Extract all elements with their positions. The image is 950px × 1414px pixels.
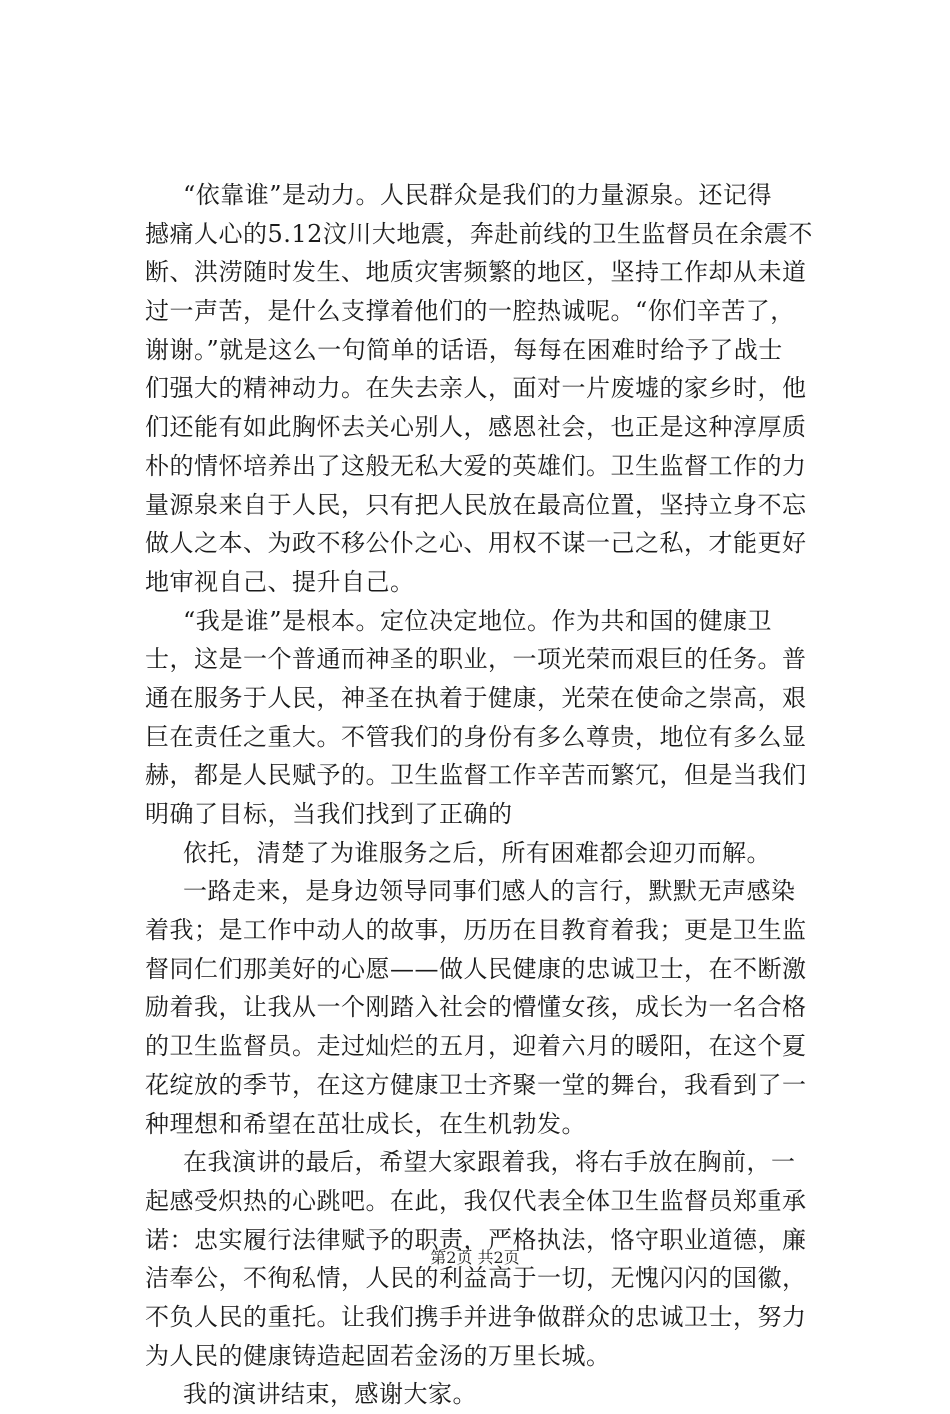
paragraph-line: 为人民的健康铸造起固若金汤的万里长城。 [145,1341,611,1370]
speech-body [145,176,825,1414]
paragraph-line: 做人之本、为政不移公仆之心、用权不谋一己之私，才能更好 [145,529,807,558]
paragraph-line: 在我演讲的最后，希望大家跟着我，将右手放在胸前，一 [183,1148,796,1177]
paragraph-line: 通在服务于人民，神圣在执着于健康，光荣在使命之崇高，艰 [145,683,807,712]
paragraph-line: 起感受炽热的心跳吧。在此，我仅代表全体卫生监督员郑重承 [145,1186,807,1215]
paragraph-line: 谢谢。”就是这么一句简单的话语，每每在困难时给予了战士 [145,335,783,364]
paragraph-line: 过一声苦，是什么支撑着他们的一腔热诚呢。“你们辛苦了， [145,297,795,326]
paragraph-line: 量源泉来自于人民，只有把人民放在最高位置，坚持立身不忘 [145,490,807,519]
paragraph-line: 撼痛人心的5.12汶川大地震，奔赴前线的卫生监督员在余震不 [145,219,813,248]
paragraph-line: 断、洪涝随时发生、地质灾害频繁的地区，坚持工作却从未道 [145,258,807,287]
paragraph-line: 们强大的精神动力。在失去亲人，面对一片废墟的家乡时，他 [145,374,807,403]
paragraph-line: 诺：忠实履行法律赋予的职责，严格执法，恪守职业道德，廉 [145,1225,807,1254]
paragraph-line: 们还能有如此胸怀去关心别人，感恩社会，也正是这种淳厚质 [145,413,807,442]
paragraph-line: 不负人民的重托。让我们携手并进争做群众的忠诚卫士，努力 [145,1302,807,1331]
paragraph-line: 巨在责任之重大。不管我们的身份有多么尊贵，地位有多么显 [145,722,807,751]
paragraph-line: 花绽放的季节，在这方健康卫士齐聚一堂的舞台，我看到了一 [145,1070,807,1099]
paragraph-line: “我是谁”是根本。定位决定地位。作为共和国的健康卫 [183,606,773,635]
paragraph-line: 督同仁们那美好的心愿——做人民健康的忠诚卫士，在不断激 [145,954,807,983]
paragraph-line: 种理想和希望在茁壮成长，在生机勃发。 [145,1109,586,1138]
paragraph-line: 赫，都是人民赋予的。卫生监督工作辛苦而繁冗，但是当我们 [145,761,807,790]
paragraph-line: 励着我，让我从一个刚踏入社会的懵懂女孩，成长为一名合格 [145,993,807,1022]
paragraph-line: “依靠谁”是动力。人民群众是我们的力量源泉。还记得 [183,181,773,209]
paragraph-line: 一路走来，是身边领导同事们感人的言行，默默无声感染 [183,877,796,906]
paragraph-line: 明确了目标，当我们找到了正确的 [145,800,513,828]
paragraph-line: 洁奉公，不徇私情，人民的利益高于一切，无愧闪闪的国徽， [145,1264,807,1293]
paragraph-line: 着我；是工作中动人的故事，历历在目教育着我；更是卫生监 [145,916,807,945]
paragraph-line: 的卫生监督员。走过灿烂的五月，迎着六月的暖阳，在这个夏 [145,1032,807,1061]
paragraph-line: 我的演讲结束，感谢大家。 [183,1380,477,1409]
page-number-footer: 第2页 共2页 [430,1248,520,1267]
paragraph-line: 士，这是一个普通而神圣的职业，一项光荣而艰巨的任务。普 [145,645,807,674]
paragraph-line: 地审视自己、提升自己。 [145,567,415,596]
paragraph-line: 朴的情怀培养出了这般无私大爱的英雄们。卫生监督工作的力 [145,451,807,480]
paragraph-line: 依托，清楚了为谁服务之后，所有困难都会迎刃而解。 [183,838,771,867]
